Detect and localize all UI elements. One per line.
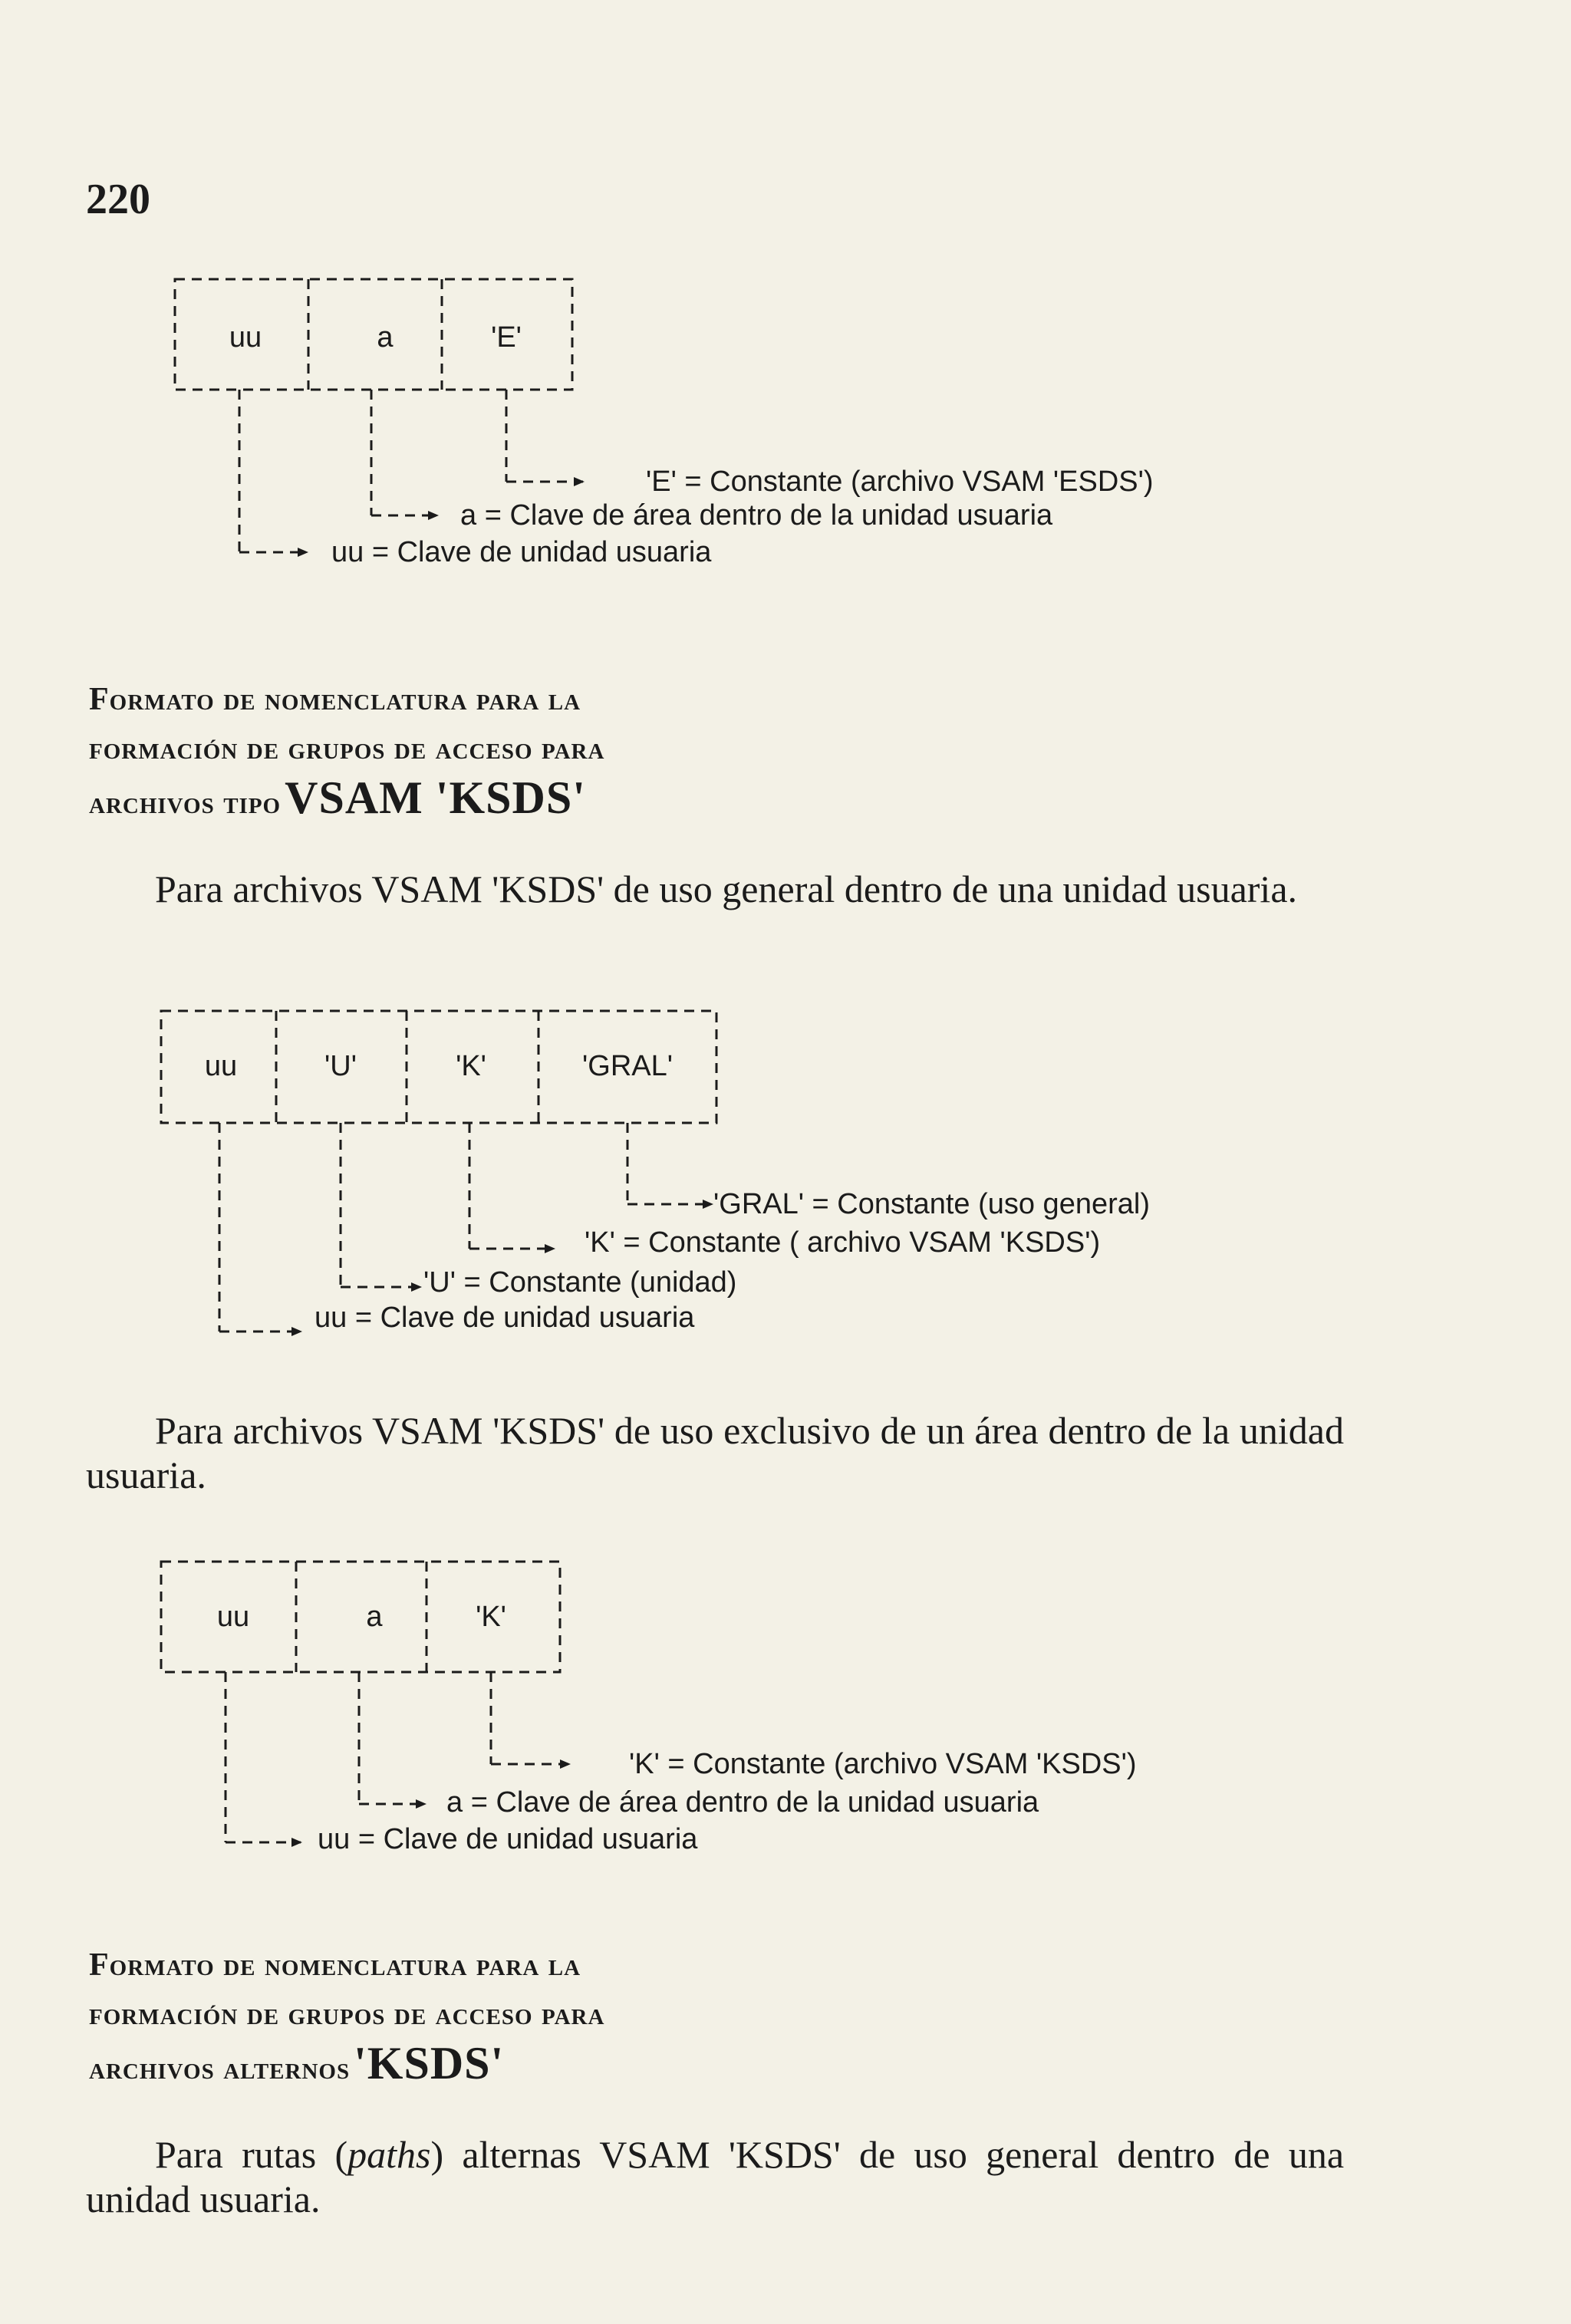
diagram2-cell-k: 'K' [456,1050,486,1082]
diagram3-cell-uu: uu [216,1601,250,1633]
page-number: 220 [86,176,150,223]
diagram1-cell-a: a [377,321,394,354]
diagram1-cell-uu: uu [229,321,262,354]
diagram2-cell-uu: uu [204,1050,238,1082]
heading1-line1: Formato de nomenclatura para la [89,682,581,717]
diagram3-legend-uu: uu = Clave de unidad usuaria [318,1823,698,1855]
heading1-line3 [89,773,604,834]
diagram2-legend-u: 'U' = Constante (unidad) [423,1266,737,1299]
para3-before: Para rutas ( [155,2133,348,2176]
heading1-line2: formación de grupos de acceso para [89,731,605,766]
heading2-line2: formación de grupos de acceso para [89,1996,605,2032]
diagram1-cell-e: 'E' [491,321,522,354]
heading1-line3-small: archivos tipo [89,785,282,821]
heading2-line3-large: 'KSDS' [354,2038,505,2089]
section-heading-alternate [89,1941,604,2100]
para3-italic: paths [347,2133,431,2176]
diagram2-legend-gral: 'GRAL' = Constante (uso general) [713,1188,1150,1220]
diagram2-legend-uu: uu = Clave de unidad usuaria [315,1302,695,1334]
paragraph-general-use: Para archivos VSAM 'KSDS' de uso general dentro de una unidad usuaria. [155,867,1298,910]
diagram1-legend-e: 'E' = Constante (archivo VSAM 'ESDS') [646,466,1154,498]
diagram3-cell-a: a [366,1601,383,1633]
heading2-line3-small: archivos alternos [89,2051,351,2086]
diagram3-legend-a: a = Clave de área dentro de la unidad usuaria [446,1786,1039,1819]
section-heading-ksds [89,675,604,834]
paragraph-alternate-paths [86,2132,1344,2221]
diagram2-legend-k: 'K' = Constante ( archivo VSAM 'KSDS') [585,1226,1101,1259]
diagram3-cell-k: 'K' [476,1601,506,1633]
diagram2-cell-u: 'U' [324,1050,357,1082]
heading2-line1: Formato de nomenclatura para la [89,1947,581,1983]
diagram3-legend-k: 'K' = Constante (archivo VSAM 'KSDS') [629,1748,1137,1780]
diagram1-legend-uu: uu = Clave de unidad usuaria [331,536,712,568]
paragraph-exclusive-area: Para archivos VSAM 'KSDS' de uso exclusivo de un área dentro de la unidad usuaria. [86,1409,1344,1496]
heading2-line3 [89,2039,604,2100]
diagram1-legend-a: a = Clave de área dentro de la unidad usuaria [460,499,1053,532]
para3-after: ) alternas VSAM 'KSDS' de uso general dentro de una unidad usuaria. [86,2133,1345,2220]
heading1-line3-large: VSAM 'KSDS' [285,772,586,823]
diagram2-cell-gral: 'GRAL' [582,1050,673,1082]
